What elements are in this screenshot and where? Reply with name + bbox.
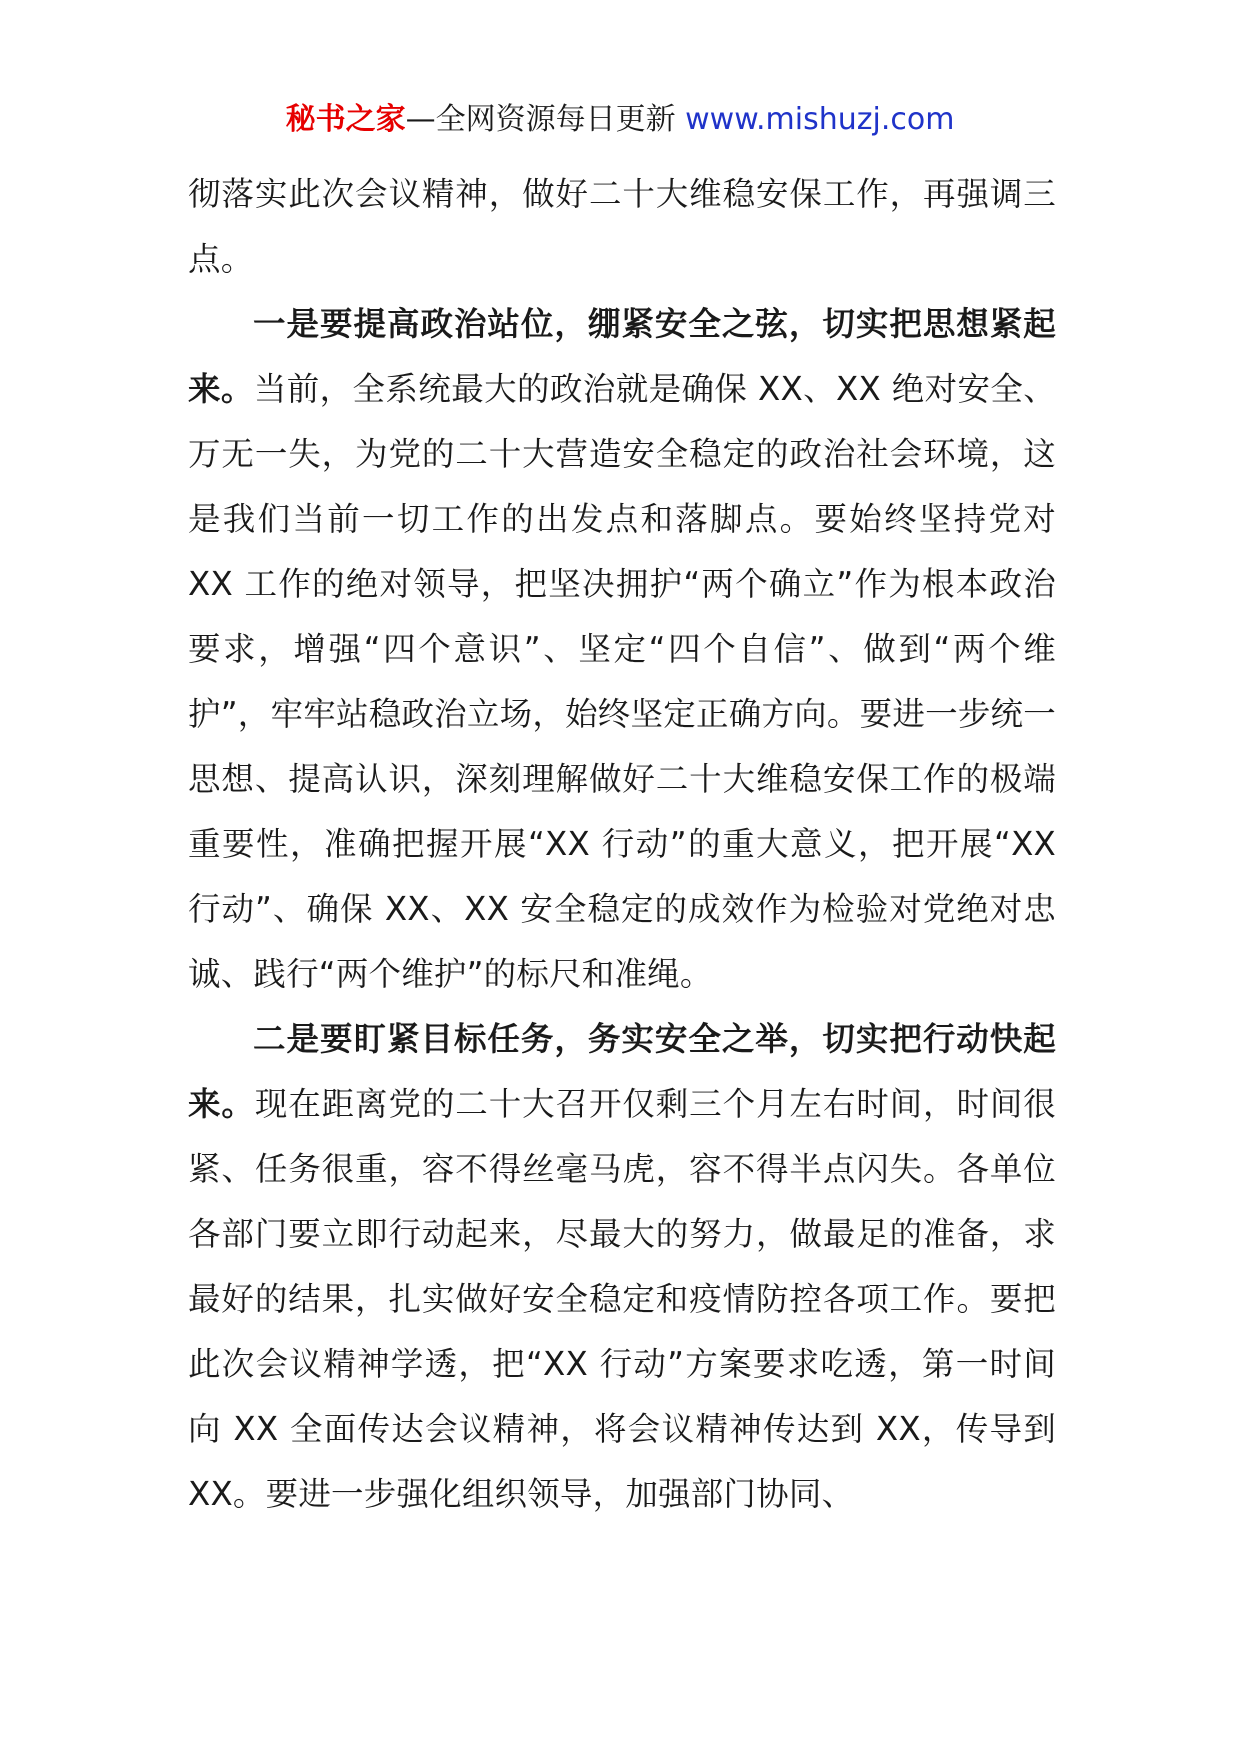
paragraph-lead-heading: 一是要提高政治站位，绷紧安全之弦，切实把思想紧起来。 <box>188 305 1056 408</box>
paragraph-text: 现在距离党的二十大召开仅剩三个月左右时间，时间很紧、任务很重，容不得丝毫马虎，容不得半点闪失。各单位各部门要立即行动起来，尽最大的努力，做最足的准备，求最好的结果，扎实做好安全稳定和疫情防控各项工作。要把此次会议精神学透，把“XX 行动”方案要求吃透，第一时间向 XX 全面传达会议精神，将会议精神传达到 XX，传导到 XX。要进一步强化组织领导，加强部门协同、 <box>188 1085 1056 1513</box>
page-header <box>0 100 1240 140</box>
brand-name: 秘书之家 <box>285 102 406 137</box>
paragraph-continuation <box>188 162 1056 292</box>
paragraph-point-one <box>188 292 1056 1007</box>
paragraph-text: 彻落实此次会议精神，做好二十大维稳安保工作，再强调三点。 <box>188 175 1056 278</box>
paragraph-lead-heading: 二是要盯紧目标任务，务实安全之举，切实把行动快起来。 <box>188 1020 1056 1123</box>
header-tagline: —全网资源每日更新 <box>405 102 686 137</box>
document-body <box>188 162 1056 1527</box>
paragraph-text: 当前，全系统最大的政治就是确保 XX、XX 绝对安全、万无一失，为党的二十大营造安全稳定的政治社会环境，这是我们当前一切工作的出发点和落脚点。要始终坚持党对 XX 工作的绝对领导，把坚决拥护“两个确立”作为根本政治要求，增强“四个意识”、坚定“四个自信”、做到“两个维护”，牢牢站稳政治立场，始终坚定正确方向。要进一步统一思想、提高认识，深刻理解做好二十大维稳安保工作的极端重要性，准确把握开展“XX 行动”的重大意义，把开展“XX 行动”、确保 XX、XX 安全稳定的成效作为检验对党绝对忠诚、践行“两个维护”的标尺和准绳。 <box>188 370 1057 993</box>
site-url-link[interactable]: www.mishuzj.com <box>685 102 955 137</box>
paragraph-point-two <box>188 1007 1056 1527</box>
